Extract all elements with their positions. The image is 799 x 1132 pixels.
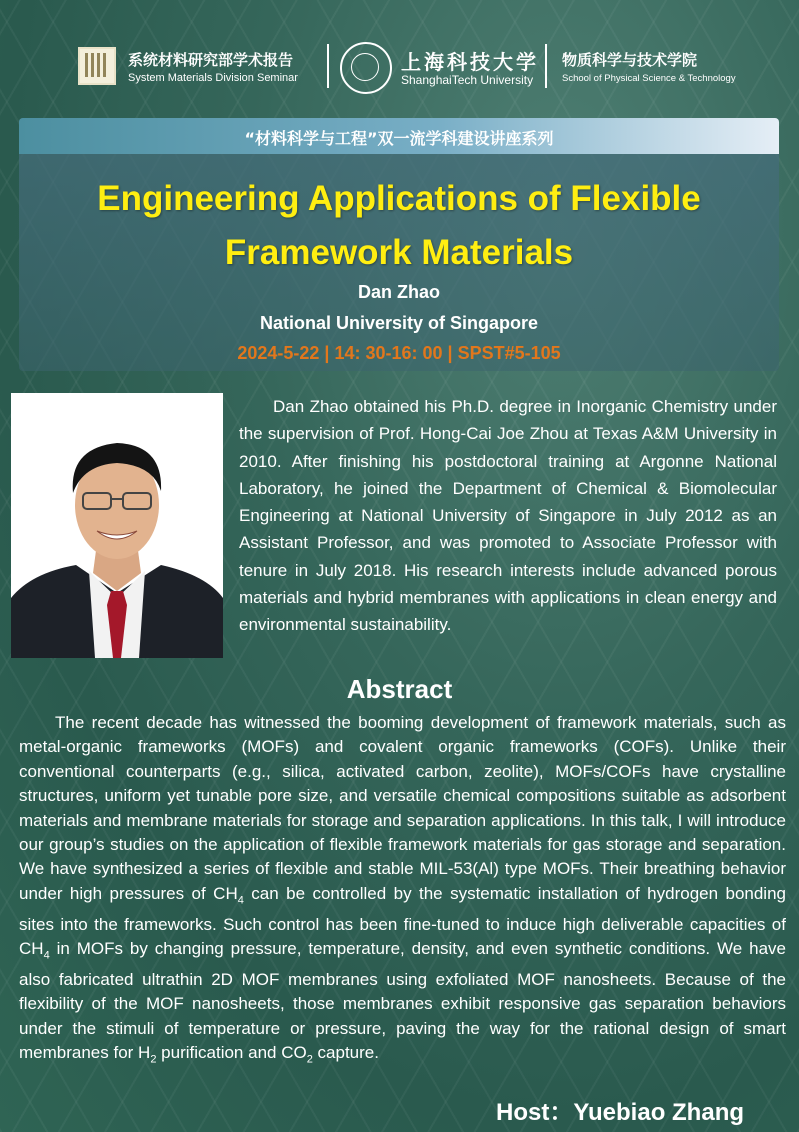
school-english-name: School of Physical Science & Technology [562,73,736,84]
speaker-name: Dan Zhao [357,282,440,302]
abstract-body [19,711,786,1072]
org1-english-name: System Materials Division Seminar [128,72,298,84]
university-english-name: ShanghaiTech University [401,73,534,87]
talk-title [19,172,779,280]
abstract-text: The recent decade has witnessed the booming development of framework materials, such as metal-organic frameworks (MOFs) and covalent organic frameworks (COFs). Unlike their conventional counterparts (e.g., silica, activated carbon, zeolite), MOFs/COFs have crystalline structures, uniform yet tunable pore size, and versatile chemical compositions suitable as adsorbent materials and membrane materials for storage and separation applications. In this talk, I will introduce our group’s studies on the application of flexible framework materials for gas storage and separation. We have synthesized a series of flexible and stable MIL-53(Al) type MOFs. Their breathing behavior under high pressures of $CH_4$ can be controlled by the systematic installation of hydrogen bonding sites into the frameworks. Such control has been fine-tuned to induce high deliverable capacities of $CH_4$ in MOFs by changing pressure, temperature, density, and even synthetic conditions. We have also fabricated ultrathin 2D MOF membranes using exfoliated MOF nanosheets. Because of the flexibility of the MOF nanosheets, those membranes exhibit responsive gas separation behaviors under the stimuli of temperature or pressure, paving the way for the rational design of smart membranes for $H_2$ purification and $CO_2$ capture. [19,713,786,1066]
talk-title-line1: Engineering Applications of Flexible [97,179,701,218]
speaker-affiliation: National University of Singapore [259,313,539,333]
university-chinese-name: 上海科技大学 [401,50,539,74]
date-time-venue: 2024-5-22 | 14: 30-16: 00 | SPST#5-105 [237,343,561,363]
system-materials-logo-icon [78,47,116,85]
host-name: Host：Yuebiao Zhang [496,1099,745,1126]
series-bar [19,118,779,154]
school-chinese-name: 物质科学与技术学院 [562,51,698,69]
speaker-photo [11,393,223,658]
abstract-heading: Abstract [346,674,453,704]
speaker-biography [239,393,777,639]
biography-text: Dan Zhao obtained his Ph.D. degree in Inorganic Chemistry under the supervision of Prof. Hong-Cai Joe Zhou at Texas A&M University in 2010. After finishing his postdoctoral training at Argonne National Laboratory, he joined the Department of Chemical & Biomolecular Engineering at National University of Singapore in July 2012 as an Assistant Professor, and was promoted to Associate Professor with tenure in July 2018. His research interests include advanced porous materials and hybrid membranes with applications in clean energy and environmental sustainability. [239,397,777,635]
org1-chinese-name: 系统材料研究部学术报告 [128,51,294,69]
divider [545,44,547,88]
header [78,42,778,94]
shanghaitech-seal-icon [340,42,392,94]
title-panel [19,118,779,371]
divider [327,44,329,88]
talk-title-line2: Framework Materials [224,233,574,272]
lecture-series-title: “材料科学与工程”双一流学科建设讲座系列 [244,129,554,148]
